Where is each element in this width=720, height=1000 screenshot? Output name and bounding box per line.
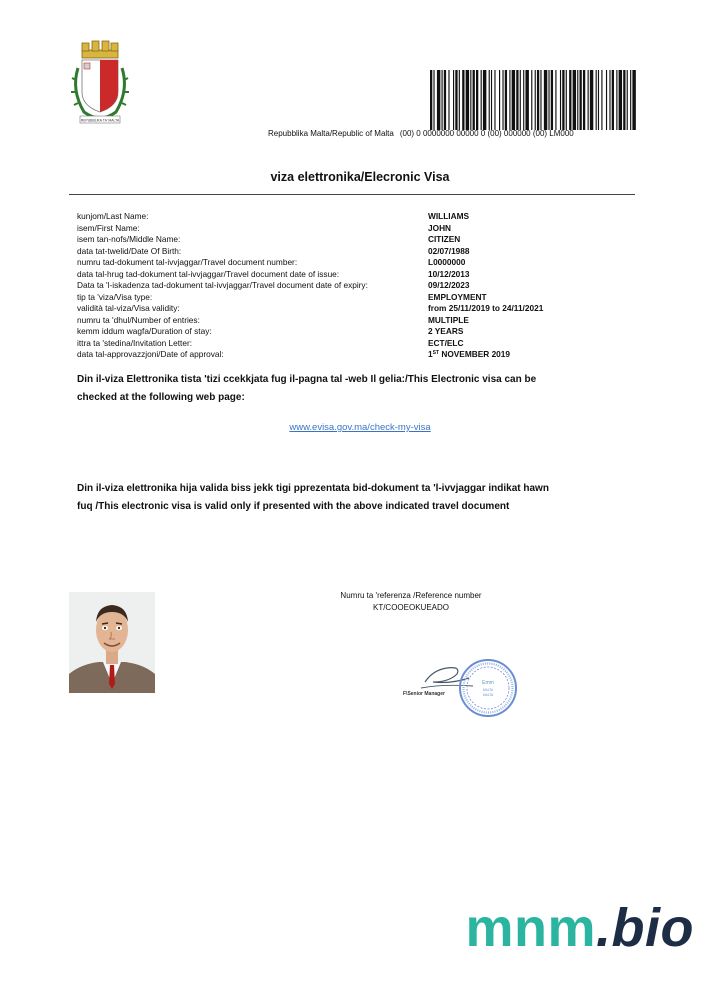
field-value: EMPLOYMENT [428, 291, 487, 302]
field-label: tip ta 'viza/Visa type: [77, 291, 153, 302]
issuer-line [268, 129, 574, 138]
field-value: L0000000 [428, 257, 466, 267]
field-label: kemm iddum wagfa/Duration of stay: [77, 326, 212, 336]
barcode-bar [453, 70, 454, 130]
barcode-bar [566, 70, 567, 130]
barcode-bar [499, 70, 500, 130]
field-value: 2 YEARS [428, 326, 464, 336]
title-divider [69, 194, 635, 195]
field-label: kunjom/Last Name: [77, 211, 149, 221]
barcode-bar [470, 70, 471, 130]
field-value: from 25/11/2019 to 24/11/2021 [428, 303, 544, 313]
barcode-bar [548, 70, 549, 130]
stamp-name: Emm [482, 680, 494, 686]
barcode-bar [551, 70, 553, 130]
field-label: validità tal-viza/Visa validity: [77, 303, 180, 313]
field-value [428, 349, 510, 361]
barcode-bar [466, 70, 469, 130]
field-label: isem tan-nofs/Middle Name: [77, 234, 181, 244]
barcode-bar [505, 70, 507, 130]
approval-day: 1 [428, 349, 433, 359]
barcode-bar [531, 70, 532, 130]
barcode-bar [509, 70, 510, 130]
barcode-bar [535, 70, 536, 130]
barcode-bar [494, 70, 495, 130]
check-visa-link[interactable]: www.evisa.gov.ma/check-my-visa [289, 422, 431, 433]
barcode-bar [616, 70, 617, 130]
brand-watermark [466, 897, 695, 959]
field-label: data tal-approvazzjoni/Date of approval: [77, 349, 224, 359]
field-date-of-approval [77, 349, 597, 361]
barcode-bar [583, 70, 585, 130]
barcode-bar [520, 70, 521, 130]
document-title: viza elettronika/Elecronic Visa [270, 170, 450, 184]
field-label: ittra ta 'stedina/Invitation Letter: [77, 337, 193, 348]
barcode-bar [512, 70, 515, 130]
field-value: MULTIPLE [428, 314, 469, 325]
barcode-bar [462, 70, 464, 130]
field-label: Data ta 'l-iskadenza tad-dokument tal-ivvjaggar/Travel document date of expiry: [77, 280, 368, 290]
field-label: data tal-hrug tad-dokument tal-ivvjaggar/Travel document date of issue: [77, 268, 340, 279]
field-date-of-birth [77, 246, 597, 258]
barcode-bar [632, 70, 635, 130]
field-value: 02/07/1988 [428, 245, 470, 256]
field-value: JOHN [428, 222, 452, 233]
barcode-bar [455, 70, 457, 130]
barcode-bar [598, 70, 599, 130]
brand-part-2: .bio [596, 898, 694, 958]
barcode-bar [560, 70, 561, 130]
barcode-bar [523, 70, 524, 130]
field-last-name [77, 211, 597, 223]
field-visa-type [77, 292, 597, 304]
stamp-line1: MALTA [482, 688, 494, 692]
issuer-name: Repubblika Malta/Republic of Malta [268, 129, 394, 138]
barcode-bar [577, 70, 578, 130]
field-value: 10/12/2013 [428, 268, 470, 279]
validity-note: Din il-viza elettronika hija valida biss jekk tigi pprezentata bid-dokument ta 'l-ivvjaggar indikat hawn fuq /This electronic visa is valid only if presented with the above indicated travel document [77, 483, 549, 512]
field-number-of-entries [77, 315, 597, 327]
barcode-bar [433, 70, 434, 130]
barcode-bar [544, 70, 547, 130]
barcode-bar [448, 70, 449, 130]
reference-label: Numru ta 'referenza /Reference number [340, 591, 482, 600]
barcode-bar [430, 70, 432, 130]
field-invitation-letter [77, 338, 597, 350]
field-label: data tat-twelid/Date Of Birth: [77, 245, 182, 256]
barcode-bar [623, 70, 625, 130]
barcode-bar [569, 70, 571, 130]
barcode-bar [525, 70, 528, 130]
field-first-name [77, 223, 597, 235]
barcode-bar [444, 70, 446, 130]
field-label: isem/First Name: [77, 222, 140, 233]
barcode-bar [562, 70, 564, 130]
barcode-bar [481, 70, 482, 130]
barcode-bar [491, 70, 492, 130]
approval-month-year: NOVEMBER 2019 [439, 349, 511, 359]
barcode-bar [609, 70, 610, 130]
barcode-bar [588, 70, 589, 130]
barcode-bar [537, 70, 539, 130]
barcode-bar [442, 70, 443, 130]
coat-of-arms-logo [68, 40, 132, 126]
signatory-title: F\Senior Manager [403, 691, 445, 697]
barcode-bar [612, 70, 614, 130]
barcode-bar [601, 70, 602, 130]
barcode-bar [619, 70, 622, 130]
barcode-bar [483, 70, 486, 130]
field-value: CITIZEN [428, 234, 461, 244]
barcode-bar [596, 70, 597, 130]
field-value: WILLIAMS [428, 211, 470, 221]
barcode-bar [606, 70, 607, 130]
barcode-bar [489, 70, 490, 130]
barcode-bar [540, 70, 541, 130]
reference-number: KT/COOEOKUEADO [372, 603, 449, 612]
barcode-bar [627, 70, 628, 130]
field-document-issue-date [77, 269, 597, 281]
coat-of-arms-motto: REPUBBLIKA TA' MALTA [80, 118, 120, 123]
barcode-bar [555, 70, 556, 130]
field-document-number [77, 257, 597, 269]
barcode-bar [473, 70, 475, 130]
barcode-bar [630, 70, 631, 130]
barcode-bar [502, 70, 503, 130]
barcode-bar [590, 70, 593, 130]
barcode-bar [573, 70, 576, 130]
barcode [430, 70, 636, 130]
check-visa-note: Din il-viza Elettronika tista 'tizi ccekkjata fug il-pagna tal -web Il gelia:/This Electronic visa can be checked at the following web page: [77, 374, 537, 403]
field-label: numru ta 'dhul/Number of entries: [77, 314, 200, 325]
field-visa-validity [77, 303, 597, 315]
field-label: numru tad-dokument tal-ivvjaggar/Travel document number: [77, 257, 298, 267]
barcode-bar [516, 70, 518, 130]
barcode-bar [580, 70, 582, 130]
field-value: 09/12/2023 [428, 280, 470, 290]
field-middle-name [77, 234, 597, 246]
signature-stamp [403, 648, 519, 724]
visa-fields [77, 211, 597, 361]
approval-day-suffix: ST [432, 350, 440, 356]
stamp-line2: MALTA [482, 693, 494, 697]
barcode-bar [476, 70, 478, 130]
field-document-expiry-date [77, 280, 597, 292]
field-duration-of-stay [77, 326, 597, 338]
reference-block [330, 590, 492, 614]
field-value: ECT/ELC [428, 337, 464, 348]
barcode-bar [459, 70, 460, 130]
passport-photo [69, 592, 155, 693]
barcode-number: (00) 0 0000000 00000 0 (00) 000000 (00) LM000 [399, 129, 574, 138]
brand-part-1: mnm [465, 898, 597, 958]
barcode-bar [437, 70, 440, 130]
